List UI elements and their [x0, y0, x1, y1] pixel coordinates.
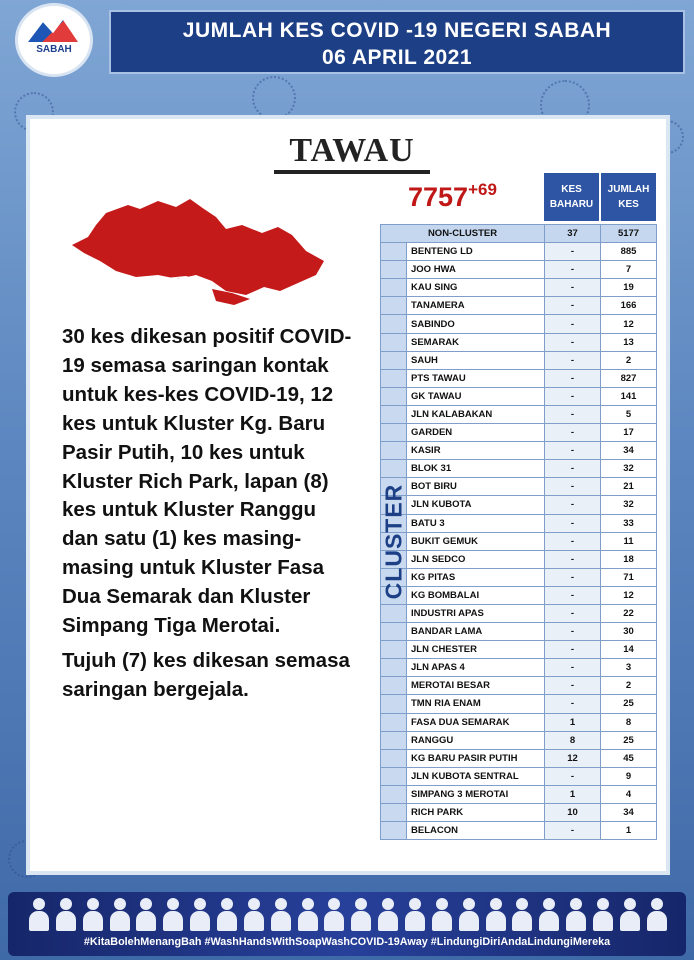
row-total-cases: 11: [601, 532, 657, 550]
table-row: [381, 369, 657, 387]
table-row: [381, 604, 657, 622]
frontliner-figure-icon: [592, 896, 614, 932]
table-row: [381, 243, 657, 261]
row-new-cases: -: [545, 623, 601, 641]
row-total-cases: 2: [601, 677, 657, 695]
cluster-side-cell: [381, 767, 407, 785]
row-total-cases: 12: [601, 315, 657, 333]
cluster-label-text: CLUSTER: [380, 483, 407, 600]
row-total-cases: 17: [601, 424, 657, 442]
logo-text: SABAH: [36, 44, 72, 55]
frontliner-figure-icon: [297, 896, 319, 932]
row-name: KASIR: [407, 442, 545, 460]
row-name: SABINDO: [407, 315, 545, 333]
footer-banner: [8, 892, 686, 956]
district-name: TAWAU: [289, 132, 415, 169]
row-total-cases: 32: [601, 496, 657, 514]
frontliner-figure-icon: [404, 896, 426, 932]
table-row: [381, 460, 657, 478]
cluster-side-cell: [381, 333, 407, 351]
cluster-side-cell: [381, 405, 407, 423]
row-total-cases: 22: [601, 604, 657, 622]
row-name: BLOK 31: [407, 460, 545, 478]
cluster-side-cell: [381, 387, 407, 405]
row-new-cases: -: [545, 351, 601, 369]
row-total-cases: 13: [601, 333, 657, 351]
frontliner-figure-icon: [55, 896, 77, 932]
table-row: [381, 659, 657, 677]
total-cases: 7757: [408, 182, 469, 212]
row-name: BUKIT GEMUK: [407, 532, 545, 550]
row-new-cases: -: [545, 568, 601, 586]
description-paragraph: 30 kes dikesan positif COVID-19 semasa saringan kontak untuk kes-kes COVID-19, 12 kes untuk Kluster Kg. Baru Pasir Putih, 10 kes untuk Kluster Rich Park, lapan (8) kes untuk Kluster Ranggu dan satu (1) kes masing-masing untuk Kluster Fasa Dua Semarak dan Kluster Simpang Tiga Merotai.: [62, 325, 352, 638]
row-name: JLN KALABAKAN: [407, 405, 545, 423]
frontliner-figure-icon: [216, 896, 238, 932]
row-total-cases: 8: [601, 713, 657, 731]
row-total-cases: 7: [601, 261, 657, 279]
cluster-side-cell: [381, 822, 407, 840]
row-new-cases: -: [545, 677, 601, 695]
page-title: JUMLAH KES COVID -19 NEGERI SABAH: [182, 19, 612, 42]
row-name: BELACON: [407, 822, 545, 840]
cluster-side-cell: [381, 623, 407, 641]
row-name: TANAMERA: [407, 297, 545, 315]
table-row: [381, 586, 657, 604]
col-header-new-cases: [544, 173, 599, 221]
frontliner-figures: [28, 896, 668, 934]
row-new-cases: -: [545, 424, 601, 442]
row-new-cases: -: [545, 550, 601, 568]
cluster-side-cell: [381, 315, 407, 333]
row-name: SAUH: [407, 351, 545, 369]
cluster-side-cell: [381, 731, 407, 749]
row-total-cases: 12: [601, 586, 657, 604]
table-row: [381, 749, 657, 767]
row-name: KG BARU PASIR PUTIH: [407, 749, 545, 767]
frontliner-figure-icon: [135, 896, 157, 932]
row-new-cases: -: [545, 243, 601, 261]
tawau-map: [66, 195, 328, 307]
row-total-cases: 1: [601, 822, 657, 840]
row-total-cases: 45: [601, 749, 657, 767]
row-name: JLN CHESTER: [407, 641, 545, 659]
row-total-cases: 4: [601, 785, 657, 803]
hashtags: #KitaBolehMenangBah #WashHandsWithSoapWashCOVID-19Away #LindungiDiriAndaLindungiMereka: [83, 936, 611, 948]
cluster-side-cell: [381, 279, 407, 297]
row-new-cases: -: [545, 659, 601, 677]
row-total-cases: 141: [601, 387, 657, 405]
row-name: GARDEN: [407, 424, 545, 442]
table-row: [381, 496, 657, 514]
row-new-cases: -: [545, 478, 601, 496]
frontliner-figure-icon: [485, 896, 507, 932]
table-row-non-cluster: [381, 225, 657, 243]
table-row: [381, 731, 657, 749]
table-row: [381, 695, 657, 713]
table-row: [381, 641, 657, 659]
row-name: NON-CLUSTER: [381, 225, 545, 243]
description-paragraph: Tujuh (7) kes dikesan semasa saringan bergejala.: [62, 648, 350, 701]
table-row: [381, 297, 657, 315]
table-row: [381, 442, 657, 460]
row-total-cases: 885: [601, 243, 657, 261]
row-total-cases: 30: [601, 623, 657, 641]
table-row: [381, 315, 657, 333]
table-row: [381, 261, 657, 279]
frontliner-figure-icon: [350, 896, 372, 932]
row-name: MEROTAI BESAR: [407, 677, 545, 695]
row-new-cases: -: [545, 822, 601, 840]
sabah-logo: [18, 6, 90, 74]
cluster-side-cell: [381, 351, 407, 369]
row-new-cases: 10: [545, 804, 601, 822]
row-new-cases: -: [545, 695, 601, 713]
row-new-cases: 12: [545, 749, 601, 767]
case-description: [62, 323, 352, 705]
table-row: [381, 351, 657, 369]
table-row: [381, 804, 657, 822]
frontliner-figure-icon: [646, 896, 668, 932]
row-name: RANGGU: [407, 731, 545, 749]
row-total-cases: 14: [601, 641, 657, 659]
frontliner-figure-icon: [82, 896, 104, 932]
table-row: [381, 550, 657, 568]
row-new-cases: -: [545, 369, 601, 387]
table-row: [381, 405, 657, 423]
cluster-side-cell: [381, 677, 407, 695]
row-name: BOT BIRU: [407, 478, 545, 496]
cluster-side-label: [382, 470, 406, 610]
row-total-cases: 827: [601, 369, 657, 387]
row-new-cases: -: [545, 586, 601, 604]
row-total-cases: 25: [601, 695, 657, 713]
row-total-cases: 33: [601, 514, 657, 532]
cluster-side-cell: [381, 297, 407, 315]
row-new-cases: -: [545, 460, 601, 478]
table-row: [381, 279, 657, 297]
row-new-cases: -: [545, 315, 601, 333]
table-row: [381, 713, 657, 731]
row-name: KG PITAS: [407, 568, 545, 586]
col-header-total-cases: [601, 173, 656, 221]
row-new-cases: -: [545, 387, 601, 405]
table-row: [381, 478, 657, 496]
row-name: JLN KUBOTA: [407, 496, 545, 514]
row-total-cases: 5: [601, 405, 657, 423]
row-total-cases: 71: [601, 568, 657, 586]
row-total-cases: 32: [601, 460, 657, 478]
row-new-cases: -: [545, 279, 601, 297]
table-row: [381, 333, 657, 351]
table-row: [381, 532, 657, 550]
frontliner-figure-icon: [377, 896, 399, 932]
frontliner-figure-icon: [270, 896, 292, 932]
row-total-cases: 3: [601, 659, 657, 677]
table-row: [381, 767, 657, 785]
frontliner-figure-icon: [619, 896, 641, 932]
logo-mountain-icon: [28, 20, 78, 42]
row-name: SIMPANG 3 MEROTAI: [407, 785, 545, 803]
cluster-side-cell: [381, 261, 407, 279]
row-name: BANDAR LAMA: [407, 623, 545, 641]
table-row: [381, 568, 657, 586]
row-new-cases: -: [545, 405, 601, 423]
table-row: [381, 424, 657, 442]
cluster-side-cell: [381, 785, 407, 803]
frontliner-figure-icon: [243, 896, 265, 932]
row-name: TMN RIA ENAM: [407, 695, 545, 713]
row-new-cases: -: [545, 767, 601, 785]
cluster-side-cell: [381, 641, 407, 659]
report-date: 06 APRIL 2021: [321, 46, 473, 69]
row-name: JLN SEDCO: [407, 550, 545, 568]
frontliner-figure-icon: [323, 896, 345, 932]
row-new-cases: -: [545, 442, 601, 460]
row-total-cases: 18: [601, 550, 657, 568]
col-header-text: KES: [561, 184, 582, 195]
table-row: [381, 623, 657, 641]
cluster-side-cell: [381, 424, 407, 442]
cluster-side-cell: [381, 369, 407, 387]
cluster-table: [380, 224, 657, 840]
row-new-cases: -: [545, 604, 601, 622]
row-name: BATU 3: [407, 514, 545, 532]
row-name: JOO HWA: [407, 261, 545, 279]
row-name: BENTENG LD: [407, 243, 545, 261]
row-new-cases: -: [545, 514, 601, 532]
row-new-cases: 8: [545, 731, 601, 749]
virus-decoration: [252, 76, 296, 120]
new-cases: +69: [468, 180, 497, 199]
frontliner-figure-icon: [458, 896, 480, 932]
cluster-side-cell: [381, 695, 407, 713]
row-new-cases: -: [545, 496, 601, 514]
row-name: JLN APAS 4: [407, 659, 545, 677]
row-new-cases: 37: [545, 225, 601, 243]
table-row: [381, 785, 657, 803]
map-coast-line: [166, 277, 212, 295]
frontliner-figure-icon: [28, 896, 50, 932]
row-name: SEMARAK: [407, 333, 545, 351]
row-name: KG BOMBALAI: [407, 586, 545, 604]
frontliner-figure-icon: [511, 896, 533, 932]
frontliner-figure-icon: [565, 896, 587, 932]
row-total-cases: 19: [601, 279, 657, 297]
frontliner-figure-icon: [109, 896, 131, 932]
row-total-cases: 34: [601, 442, 657, 460]
cluster-side-cell: [381, 659, 407, 677]
row-total-cases: 25: [601, 731, 657, 749]
table-row: [381, 677, 657, 695]
row-new-cases: -: [545, 532, 601, 550]
row-new-cases: -: [545, 297, 601, 315]
frontliner-figure-icon: [162, 896, 184, 932]
cluster-side-cell: [381, 243, 407, 261]
row-new-cases: 1: [545, 785, 601, 803]
col-header-text: BAHARU: [549, 199, 594, 210]
row-new-cases: -: [545, 261, 601, 279]
cluster-side-cell: [381, 442, 407, 460]
row-total-cases: 5177: [601, 225, 657, 243]
frontliner-figure-icon: [189, 896, 211, 932]
district-total: [408, 180, 497, 213]
table-row: [381, 514, 657, 532]
row-total-cases: 34: [601, 804, 657, 822]
row-new-cases: -: [545, 333, 601, 351]
row-name: GK TAWAU: [407, 387, 545, 405]
cluster-side-cell: [381, 804, 407, 822]
row-new-cases: -: [545, 641, 601, 659]
table-row: [381, 822, 657, 840]
row-total-cases: 9: [601, 767, 657, 785]
col-header-text: JUMLAH: [607, 184, 650, 195]
row-total-cases: 166: [601, 297, 657, 315]
row-name: RICH PARK: [407, 804, 545, 822]
row-new-cases: 1: [545, 713, 601, 731]
title-banner: [109, 10, 685, 74]
cluster-side-cell: [381, 749, 407, 767]
cluster-side-cell: [381, 713, 407, 731]
frontliner-figure-icon: [538, 896, 560, 932]
row-name: KAU SING: [407, 279, 545, 297]
district-underline: [274, 170, 430, 174]
row-name: INDUSTRI APAS: [407, 604, 545, 622]
frontliner-figure-icon: [431, 896, 453, 932]
col-header-text: KES: [618, 199, 639, 210]
table-row: [381, 387, 657, 405]
row-name: PTS TAWAU: [407, 369, 545, 387]
row-total-cases: 21: [601, 478, 657, 496]
row-total-cases: 2: [601, 351, 657, 369]
row-name: JLN KUBOTA SENTRAL: [407, 767, 545, 785]
row-name: FASA DUA SEMARAK: [407, 713, 545, 731]
